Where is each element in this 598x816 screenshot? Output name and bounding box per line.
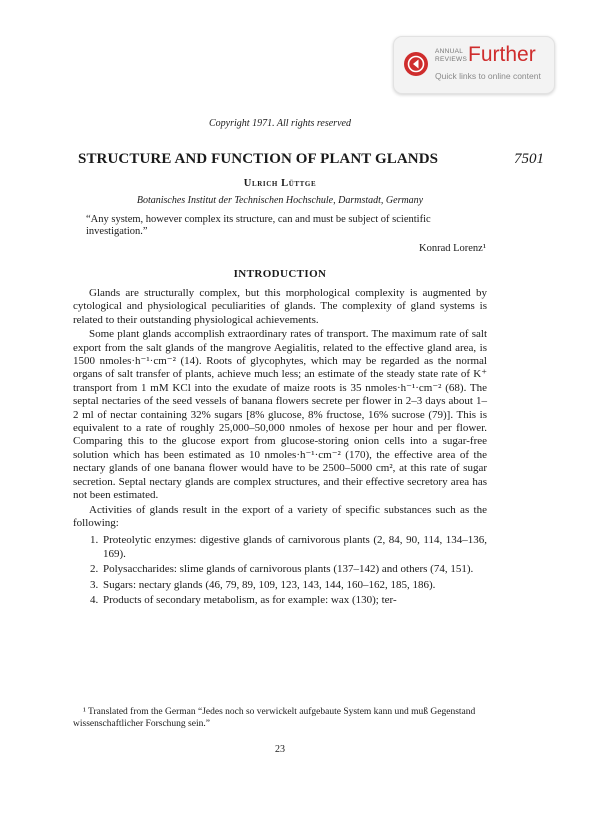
list-item: 2. Polysaccharides: slime glands of carnivorous plants (137–142) and others (74, 151). (101, 563, 487, 576)
list-item: 1. Proteolytic enzymes: digestive glands of carnivorous plants (2, 84, 90, 114, 134–136, 169). (101, 534, 487, 561)
article-body (73, 287, 487, 609)
section-heading: INTRODUCTION (233, 268, 327, 280)
author-affiliation: Botanisches Institut der Technischen Hochschule, Darmstadt, Germany (136, 195, 424, 206)
page-number: 23 (275, 744, 285, 755)
paragraph: Some plant glands accomplish extraordinary rates of transport. The maximum rate of salt export from the salt glands of the mangrove Aegialitis, related to the effective gland area, is 1500 nmoles·h⁻¹·cm⁻² (14). Roots of glycophytes, which may be regarded as the normal organs of salt transfer of plants, achieve much less; an estimate of the steady state rate of K⁺ transport from 1 mM KCl into the exudate of maize roots is 35 nmoles·h⁻¹·cm⁻² (68). The septal nectaries of the seed vessels of banana flowers secrete per flower in 2–3 days about 1–2 ml of nectar containing 32% sugars [8% glucose, 8% fructose, 16% sucrose (79)]. This is equivalent to a rate of roughly 25,000–50,000 nmoles of hexose per hour and per flower. Comparing this to the glucose export from glucose-storing onion cells into a sugar-free solution which has been estimated as 10 nmoles·h⁻¹·cm⁻² (170), the effective area of the nectary glands of one banana flower would have to be 2500–5000 cm², at this rate of sugar secretion. Septal nectary glands are complex structures, and their effective secretory area has not been estimated. (73, 328, 487, 502)
annual-reviews-label: ANNUAL REVIEWS (435, 48, 468, 63)
article-title: STRUCTURE AND FUNCTION OF PLANT GLANDS (78, 151, 439, 167)
paragraph: Glands are structurally complex, but this morphological complexity is augmented by cytological and physiological peculiarities of glands. The complexity of gland systems is related to their outstanding physiological achievements. (73, 287, 487, 326)
title-row (78, 151, 548, 171)
further-title: Further (468, 43, 536, 66)
author-name: Ulrich Lüttge (243, 178, 317, 189)
list-item: 4. Products of secondary metabolism, as for example: wax (130); ter- (101, 594, 487, 607)
copyright-notice: Copyright 1971. All rights reserved (209, 118, 351, 129)
further-subtitle: Quick links to online content (435, 71, 541, 81)
play-circle-icon (403, 51, 429, 77)
list-item: 3. Sugars: nectary glands (46, 79, 89, 109, 123, 143, 144, 160–162, 185, 186). (101, 579, 487, 592)
footnote: ¹ Translated from the German “Jedes noch so verwickelt aufgebaute System kann und muß Gegenstand wissenschaftlicher Forschung sein.” (73, 707, 476, 729)
further-badge-link[interactable] (393, 36, 555, 94)
substance-list (73, 534, 487, 607)
epigraph-quote: “Any system, however complex its structure, can and must be subject of scientific investigation.” (86, 214, 431, 237)
paragraph: Activities of glands result in the export of a variety of specific substances such as the following: (73, 503, 487, 529)
article-number: 7501 (514, 151, 544, 167)
epigraph-attribution: Konrad Lorenz¹ (419, 243, 486, 254)
